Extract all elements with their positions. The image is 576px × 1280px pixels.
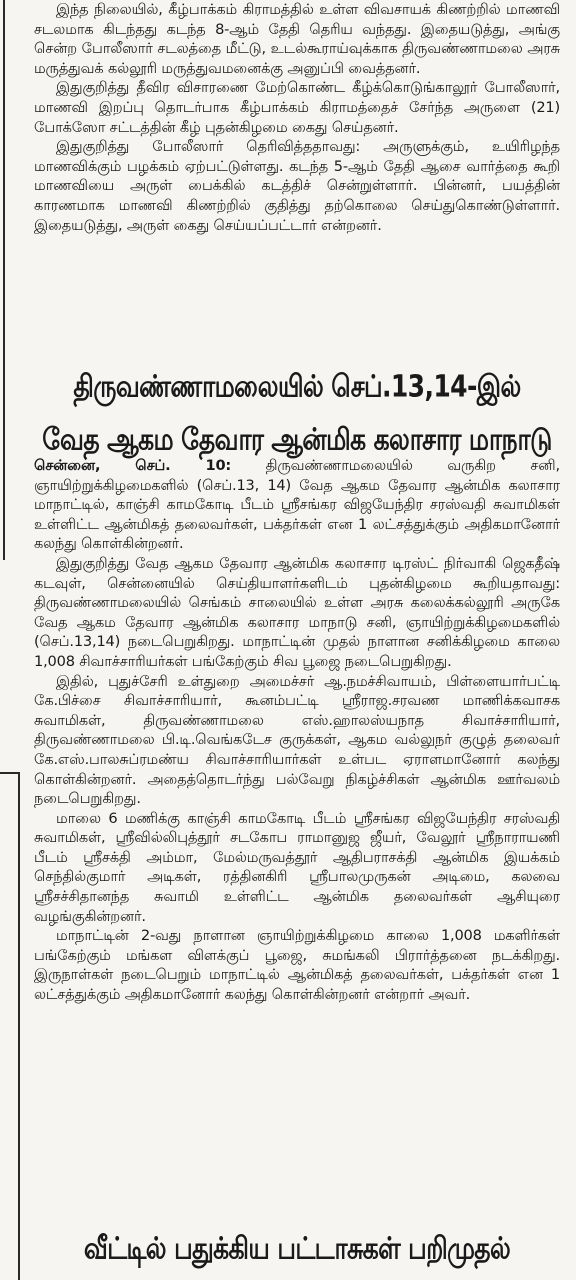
headline-fireworks	[34, 1222, 560, 1266]
headline-line: வீட்டில் பதுக்கிய பட்டாசுகள் பறிமுதல்	[83, 1230, 511, 1266]
article-conference	[34, 456, 560, 1005]
article-continuation	[34, 0, 560, 235]
article-paragraph: மாலை 6 மணிக்கு காஞ்சி காமகோடி பீடம் ஸ்ரீசங்கர விஜயேந்திர சரஸ்வதி சுவாமிகள், ஸ்ரீவில்லிபுத்தூர் சடகோப ராமானுஜ ஜீயர், வேலூர் ஸ்ரீநாராயணி பீடம் ஸ்ரீசக்தி அம்மா, மேல்மருவத்தூர் ஆதிபராசக்தி ஆன்மிக இயக்கம் செந்தில்குமார் அடிகள், ரத்தினகிரி ஸ்ரீபாலமுருகன் அடிமை, கலவை ஸ்ரீசச்சிதானந்த சுவாமி உள்ளிட்ட ஆன்மிக தலைவர்கள் ஆசியுரை வழங்குகின்றனர்.	[34, 809, 560, 925]
adjacent-box-border	[0, 772, 20, 1280]
dateline: சென்னை, செப். 10:	[34, 457, 232, 474]
headline-line: வேத ஆகம தேவார ஆன்மிக கலாசார மாநாடு	[42, 421, 552, 457]
lead-text: திருவண்ணாமலையில் வருகிற சனி, ஞாயிற்றுக்கிழமைகளில் (செப்.13, 14) வேத ஆகம தேவார ஆன்மிக கலாசார மாநாட்டில், காஞ்சி காமகோடி பீடம் ஸ்ரீசங்கர விஜயேந்திர சரஸ்வதி சுவாமிகள் உள்ளிட்ட ஆன்மிகத் தலைவர்கள், பக்தர்கள் என 1 லட்சத்துக்கும் அதிகமானோர் கலந்து கொள்கின்றனர்.	[34, 457, 560, 553]
column-rule	[3, 0, 5, 560]
article-paragraph: இதில், புதுச்சேரி உள்துறை அமைச்சர் ஆ.நமச்சிவாயம், பிள்ளையார்பட்டி கே.பிச்சை சிவாச்சாரியார், கூனம்பட்டி ஸ்ரீராஜ.சரவண மாணிக்கவாசக சுவாமிகள், திருவண்ணாமலை எஸ்.ஹாலஸ்யநாத சிவாச்சாரியார், திருவண்ணாமலை பி.டி.வெங்கடேச குருக்கள், ஆகம வல்லுநர் குழுத் தலைவர் கே.எஸ்.பாலசுப்ரமண்ய சிவாச்சாரியார்கள் உள்பட ஏராளமானோர் கலந்து கொள்கின்றனர். அதைத்தொடர்ந்து பல்வேறு நிகழ்ச்சிகள் ஆன்மிக ஊர்வலம் நடைபெறுகிறது.	[34, 672, 560, 808]
article-paragraph: இதுகுறித்து தீவிர விசாரணை மேற்கொண்ட கீழ்க்கொடுங்காலூர் போலீஸார், மாணவி இறப்பு தொடர்பாக கீழ்பாக்கம் கிராமத்தைச் சேர்ந்த அருளை (21) போக்ஸோ சட்டத்தின் கீழ் புதன்கிழமை கைது செய்தனர்.	[34, 79, 560, 136]
article-paragraph: இந்த நிலையில், கீழ்பாக்கம் கிராமத்தில் உள்ள விவசாயக் கிணற்றில் மாணவி சடலமாக கிடந்தது கடந்த 8-ஆம் தேதி தெரிய வந்தது. இதையடுத்து, அங்கு சென்ற போலீஸார் சடலத்தை மீட்டு, உடல்கூராய்வுக்காக திருவண்ணாமலை அரசு மருத்துவக் கல்லூரி மருத்துவமனைக்கு அனுப்பி வைத்தனர்.	[34, 1, 560, 77]
article-paragraph	[34, 456, 560, 554]
article-paragraph: இதுகுறித்து போலீஸார் தெரிவித்ததாவது: அருளுக்கும், உயிரிழந்த மாணவிக்கும் பழக்கம் ஏற்பட்டுள்ளது. கடந்த 5-ஆம் தேதி ஆசை வார்த்தை கூறி மாணவியை அருள் பைக்கில் கடத்திச் சென்றுள்ளார். பின்னர், பயத்தின் காரணமாக மாணவி கிணற்றில் குதித்து தற்கொலை செய்துகொண்டுள்ளார். இதையடுத்து, அருள் கைது செய்யப்பட்டார் என்றனர்.	[34, 138, 560, 234]
article-paragraph: இதுகுறித்து வேத ஆகம தேவார ஆன்மிக கலாசார டிரஸ்ட் நிர்வாகி ஜெகதீஷ் கடவுள், சென்னையில் செய்தியாளர்களிடம் புதன்கிழமை கூறியதாவது: திருவண்ணாமலையில் செங்கம் சாலையில் உள்ள அரசு கலைக்கல்லூரி அருகே வேத ஆகம தேவார ஆன்மிக கலாசார மாநாடு சனி, ஞாயிற்றுக்கிழமைகளில் (செப்.13,14) நடைபெறுகிறது. மாநாட்டின் முதல் நாளான சனிக்கிழமை காலை 1,008 சிவாச்சாரியர்கள் பங்கேற்கும் சிவ பூஜை நடைபெறுகிறது.	[34, 554, 560, 670]
article-paragraph: மாநாட்டின் 2-வது நாளான ஞாயிற்றுக்கிழமை காலை 1,008 மகளிர்கள் பங்கேற்கும் மங்கள விளக்குப் பூஜை, சுமங்கலி பிரார்த்தனை நடக்கிறது. இருநாள்கள் நடைபெறும் மாநாட்டில் ஆன்மிகத் தலைவர்கள், பக்தர்கள் என 1 லட்சத்துக்கும் அதிகமானோர் கலந்து கொள்கின்றனர் என்றார் அவர்.	[34, 927, 560, 1004]
headline-conference	[34, 360, 560, 457]
headline-line: திருவண்ணாமலையில் செப்.13,14-இல்	[73, 368, 521, 404]
